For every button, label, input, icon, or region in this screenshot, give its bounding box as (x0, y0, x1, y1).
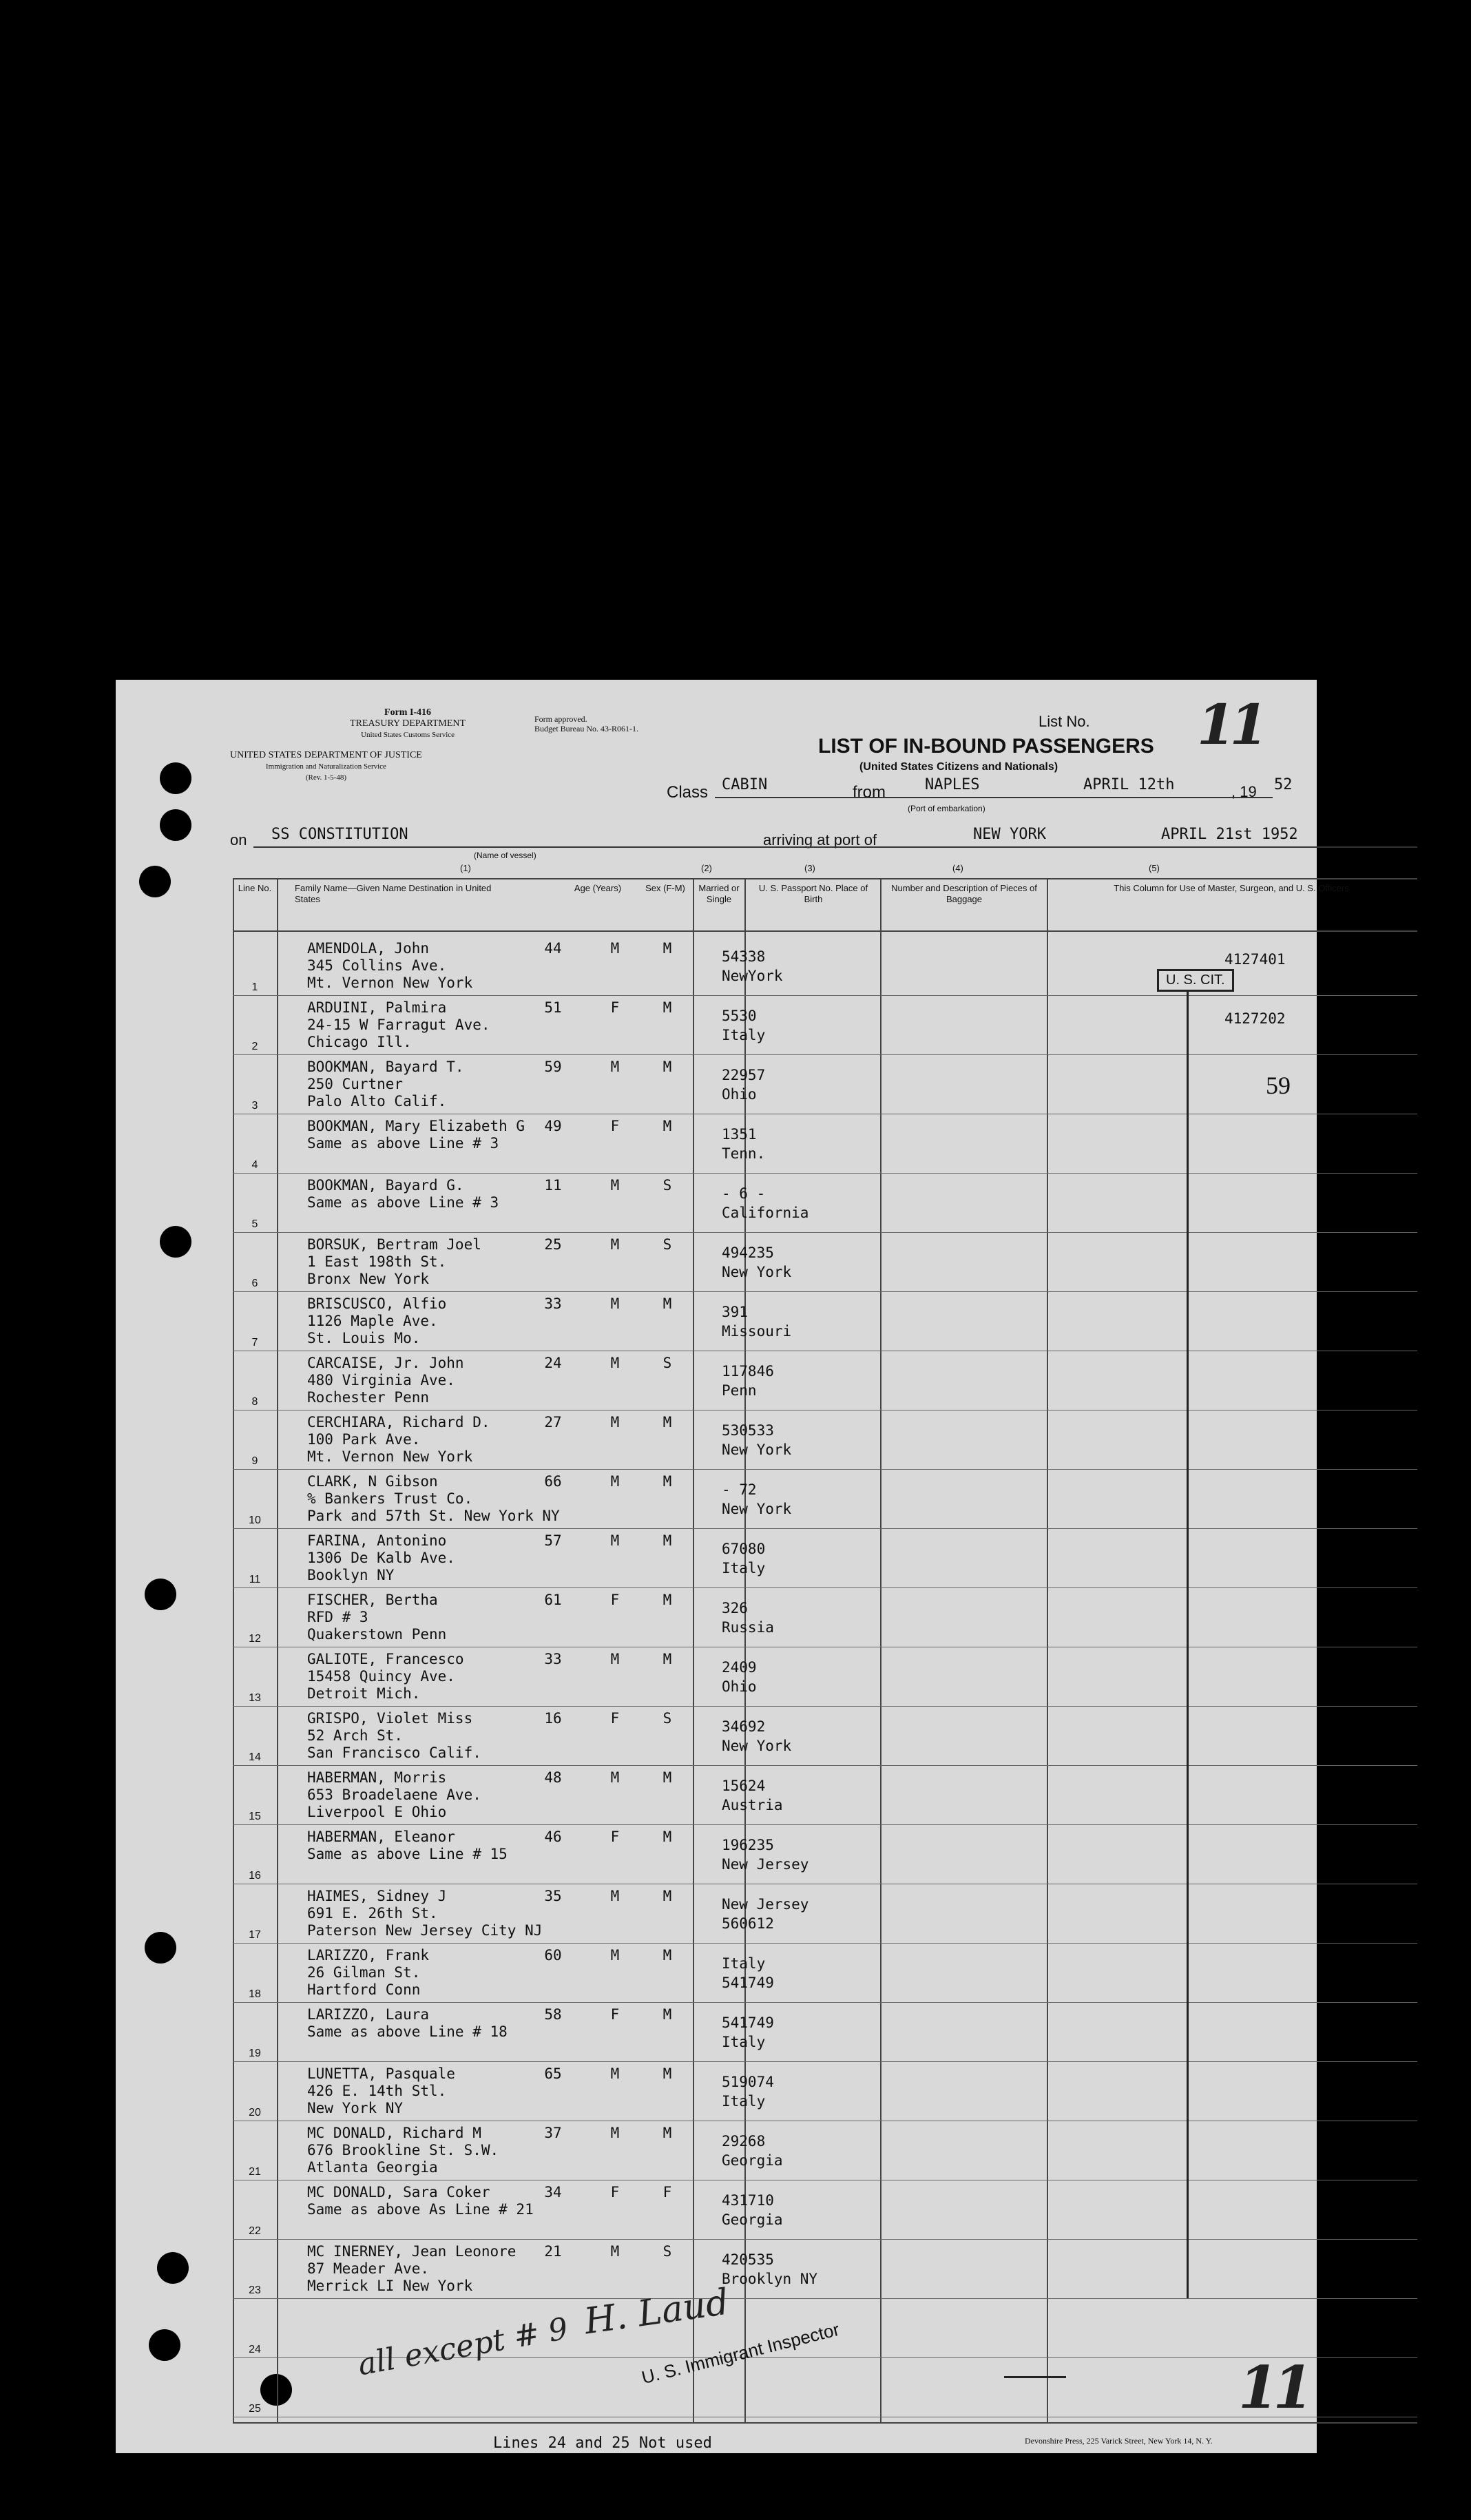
sex: M (610, 1414, 620, 1430)
line-number: 19 (249, 2048, 261, 2059)
sex: M (610, 1295, 620, 1312)
place-of-birth: New York (722, 1264, 792, 1280)
class-label: Class (667, 783, 709, 802)
address-line-2: Atlanta Georgia (307, 2159, 438, 2176)
col-header-sex: Sex (F-M) (645, 883, 685, 893)
place-of-birth: NewYork (722, 968, 783, 984)
passenger-name: BOOKMAN, Bayard G. (307, 1177, 464, 1194)
punch-hole (145, 1579, 176, 1610)
col-header-name: Family Name—Given Name Destination in United States (295, 883, 492, 904)
punch-hole (145, 1932, 176, 1964)
form-header-left (350, 707, 466, 740)
table-top-border (233, 878, 1417, 879)
age: 59 (544, 1059, 562, 1075)
place-of-birth: New Jersey (722, 1856, 809, 1873)
row-divider (233, 2002, 1417, 2003)
passenger-name: CERCHIARA, Richard D. (307, 1414, 490, 1430)
place-of-birth: New York (722, 1501, 792, 1517)
address-line-1: 691 E. 26th St. (307, 1905, 438, 1922)
line-number: 13 (249, 1692, 261, 1704)
marital-status: M (663, 2065, 672, 2082)
marital-status: S (663, 1710, 672, 1727)
pen-mark (1004, 2376, 1066, 2378)
passport-number: 420535 (722, 2251, 774, 2268)
row-divider (233, 1824, 1417, 1825)
passenger-name: GALIOTE, Francesco (307, 1651, 464, 1667)
row-divider (233, 1765, 1417, 1766)
port-value: NEW YORK (973, 826, 1046, 843)
address-line-1: Same as above Line # 3 (307, 1194, 499, 1211)
address-line-2: Mt. Vernon New York (307, 1448, 473, 1465)
passport-number: 29268 (722, 2133, 766, 2149)
marital-status: M (663, 1414, 672, 1430)
row-divider (233, 1232, 1417, 1233)
col-header-baggage: Number and Description of Pieces of Baggage (891, 883, 1037, 904)
row-divider (233, 1054, 1417, 1055)
arrival-date: APRIL 21st 1952 (1161, 826, 1298, 843)
marital-status: S (663, 1236, 672, 1253)
passenger-name: BOOKMAN, Bayard T. (307, 1059, 464, 1075)
col-border (744, 879, 746, 2422)
passenger-name: BOOKMAN, Mary Elizabeth G (307, 1118, 525, 1134)
place-of-birth: California (722, 1205, 809, 1221)
corner-number: 11 (1238, 2353, 1308, 2422)
class-value: CABIN (722, 776, 768, 793)
sex: M (610, 1236, 620, 1253)
passenger-list-sheet (116, 680, 1349, 2453)
passenger-name: GRISPO, Violet Miss (307, 1710, 473, 1727)
passport-number: 530533 (722, 1422, 774, 1439)
passport-number: 494235 (722, 1245, 774, 1261)
place-of-birth: Georgia (722, 2152, 783, 2169)
footer-note: Lines 24 and 25 Not used (493, 2435, 712, 2452)
place-of-birth: 541749 (722, 1975, 774, 1991)
passport-number: 326 (722, 1600, 748, 1616)
row-divider (233, 1528, 1417, 1529)
address-line-2: Booklyn NY (307, 1567, 395, 1583)
sex: M (610, 1059, 620, 1075)
sex: M (610, 1177, 620, 1194)
passport-number: 2409 (722, 1659, 757, 1676)
marital-status: M (663, 1059, 672, 1075)
line-number: 11 (249, 1574, 261, 1585)
passport-number: 5530 (722, 1008, 757, 1024)
address-line-2: Merrick LI New York (307, 2278, 473, 2294)
row-divider (233, 1943, 1417, 1944)
vessel-value: SS CONSTITUTION (271, 826, 408, 843)
passport-number: 431710 (722, 2192, 774, 2209)
place-of-birth: Italy (722, 1560, 766, 1576)
address-line-2: Hartford Conn (307, 1981, 421, 1998)
age: 44 (544, 940, 562, 957)
address-line-2: Detroit Mich. (307, 1685, 421, 1702)
vessel-line (253, 846, 1417, 848)
passenger-name: HABERMAN, Morris (307, 1769, 447, 1786)
passport-number: - 72 (722, 1481, 757, 1498)
age: 48 (544, 1769, 562, 1786)
marital-status: M (663, 1118, 672, 1134)
row-divider (233, 1587, 1417, 1588)
bracket-line (1187, 990, 1189, 2298)
age: 49 (544, 1118, 562, 1134)
age: 34 (544, 2184, 562, 2200)
punch-hole (139, 866, 171, 897)
line-number: 21 (249, 2166, 261, 2178)
sex: F (610, 2184, 620, 2200)
year-prefix: , 19 (1231, 783, 1257, 800)
address-line-1: 24-15 W Farragut Ave. (307, 1017, 490, 1033)
punch-hole (157, 2252, 189, 2284)
form-approved: Form approved. (534, 714, 587, 724)
treasury-dept: TREASURY DEPARTMENT (350, 718, 466, 729)
address-line-1: 676 Brookline St. S.W. (307, 2142, 499, 2158)
us-citizen-stamp: U. S. CIT. (1157, 969, 1234, 992)
address-line-2: Mt. Vernon New York (307, 975, 473, 991)
address-line-2: Palo Alto Calif. (307, 1093, 447, 1110)
age: 25 (544, 1236, 562, 1253)
passenger-name: LARIZZO, Laura (307, 2006, 430, 2023)
address-line-1: 100 Park Ave. (307, 1431, 421, 1448)
address-line-1: 87 Meader Ave. (307, 2260, 430, 2277)
passport-number: 519074 (722, 2074, 774, 2090)
sex: F (610, 1829, 620, 1845)
passport-number: 34692 (722, 1718, 766, 1735)
row-divider (233, 2239, 1417, 2240)
address-line-1: Same as above Line # 3 (307, 1135, 499, 1152)
passenger-name: MC INERNEY, Jean Leonore (307, 2243, 517, 2260)
place-of-birth: Ohio (722, 1678, 757, 1695)
passenger-name: HAIMES, Sidney J (307, 1888, 447, 1904)
line-number: 12 (249, 1633, 261, 1645)
line-number: 5 (251, 1218, 258, 1230)
passenger-name: LUNETTA, Pasquale (307, 2065, 455, 2082)
address-line-1: Same as above Line # 18 (307, 2023, 508, 2040)
passport-number: 67080 (722, 1541, 766, 1557)
officer-note: 4127202 (1224, 1010, 1286, 1027)
age: 65 (544, 2065, 562, 2082)
passenger-name: LARIZZO, Frank (307, 1947, 430, 1964)
line-number: 7 (251, 1337, 258, 1348)
passenger-name: CARCAISE, Jr. John (307, 1355, 464, 1371)
embark-note: (Port of embarkation) (908, 804, 985, 813)
line-number: 2 (251, 1041, 258, 1052)
col-num-5: (5) (1149, 863, 1160, 873)
line-number: 14 (249, 1751, 261, 1763)
passenger-name: BRISCUSCO, Alfio (307, 1295, 447, 1312)
place-of-birth: Austria (722, 1797, 783, 1813)
passenger-name: BORSUK, Bertram Joel (307, 1236, 481, 1253)
line-number: 3 (251, 1100, 258, 1112)
sex: F (610, 1592, 620, 1608)
age: 35 (544, 1888, 562, 1904)
sex: M (610, 1473, 620, 1490)
budget-block (534, 714, 638, 733)
officer-note: 4127401 (1224, 951, 1286, 968)
marital-status: M (663, 1829, 672, 1845)
passport-number: 117846 (722, 1363, 774, 1379)
marital-status: S (663, 2243, 672, 2260)
punch-hole (160, 762, 191, 794)
age: 58 (544, 2006, 562, 2023)
address-line-1: 15458 Quincy Ave. (307, 1668, 455, 1685)
place-of-birth: Georgia (722, 2211, 783, 2228)
address-line-1: 426 E. 14th Stl. (307, 2083, 447, 2099)
marital-status: M (663, 1888, 672, 1904)
row-divider (233, 2061, 1417, 2062)
passenger-name: ARDUINI, Palmira (307, 999, 447, 1016)
form-subtitle: (United States Citizens and Nationals) (859, 761, 1058, 773)
address-line-1: 480 Virginia Ave. (307, 1372, 455, 1388)
passport-number: 196235 (722, 1837, 774, 1853)
sex: M (610, 2243, 620, 2260)
sex: M (610, 1888, 620, 1904)
row-divider (233, 995, 1417, 996)
passenger-name: HABERMAN, Eleanor (307, 1829, 455, 1845)
line-number: 18 (249, 1988, 261, 2000)
marital-status: M (663, 1473, 672, 1490)
address-line-2: Park and 57th St. New York NY (307, 1508, 560, 1524)
place-of-birth: Russia (722, 1619, 774, 1636)
place-of-birth: Missouri (722, 1323, 792, 1340)
place-of-birth: Penn (722, 1382, 757, 1399)
passport-number: 1351 (722, 1126, 757, 1143)
inspector-signature: H. Laud (581, 2281, 731, 2343)
table-bottom-border (233, 2422, 1417, 2424)
address-line-2: San Francisco Calif. (307, 1745, 481, 1761)
sex: M (610, 1651, 620, 1667)
rev-date: (Rev. 1-5-48) (305, 773, 346, 782)
place-of-birth: Italy (722, 1027, 766, 1043)
passport-number: 391 (722, 1304, 748, 1320)
vessel-note: (Name of vessel) (474, 851, 536, 860)
departure-date: APRIL 12th (1083, 776, 1175, 793)
customs-service: United States Customs Service (361, 731, 455, 739)
line-number: 1 (251, 981, 258, 993)
punch-hole (160, 809, 191, 841)
age: 57 (544, 1532, 562, 1549)
col-border (693, 879, 694, 2422)
passport-number: - 6 - (722, 1185, 766, 1202)
sex: F (610, 2006, 620, 2023)
address-line-1: 653 Broadelaene Ave. (307, 1787, 481, 1803)
age: 33 (544, 1295, 562, 1312)
passenger-name: MC DONALD, Sara Coker (307, 2184, 490, 2200)
age: 61 (544, 1592, 562, 1608)
line-number: 17 (249, 1929, 261, 1941)
form-title: LIST OF IN-BOUND PASSENGERS (818, 735, 1154, 758)
place-of-birth: Italy (722, 2093, 766, 2110)
line-number: 24 (249, 2344, 261, 2355)
age: 27 (544, 1414, 562, 1430)
age: 37 (544, 2125, 562, 2141)
on-label: on (230, 831, 247, 848)
place-of-birth: New York (722, 1738, 792, 1754)
passport-number: 22957 (722, 1067, 766, 1083)
age: 11 (544, 1177, 562, 1194)
row-divider (233, 2298, 1417, 2299)
form-number: Form I-416 (384, 707, 432, 718)
address-line-1: 250 Curtner (307, 1076, 404, 1092)
col-num-4: (4) (952, 863, 963, 873)
marital-status: M (663, 2006, 672, 2023)
col-num-2: (2) (701, 863, 712, 873)
place-of-birth: 560612 (722, 1915, 774, 1932)
marital-status: F (663, 2184, 672, 2200)
budget-number: Budget Bureau No. 43-R061-1. (534, 724, 638, 733)
marital-status: M (663, 2125, 672, 2141)
passport-number: 541749 (722, 2014, 774, 2031)
marital-status: M (663, 1947, 672, 1964)
address-line-2: St. Louis Mo. (307, 1330, 421, 1346)
address-line-1: Same as above As Line # 21 (307, 2201, 534, 2218)
class-line (715, 797, 1273, 798)
inspector-stamp: U. S. Immigrant Inspector (639, 2318, 842, 2388)
age: 21 (544, 2243, 562, 2260)
passenger-name: AMENDOLA, John (307, 940, 430, 957)
marital-status: S (663, 1177, 672, 1194)
place-of-birth: Ohio (722, 1086, 757, 1103)
row-divider (233, 1706, 1417, 1707)
address-line-2: Chicago Ill. (307, 1034, 412, 1050)
margin-number: 59 (1266, 1072, 1291, 1099)
address-line-1: 1306 De Kalb Ave. (307, 1550, 455, 1566)
place-of-birth: Italy (722, 2034, 766, 2050)
address-line-1: % Bankers Trust Co. (307, 1490, 473, 1507)
sex: M (610, 1947, 620, 1964)
sex: M (610, 1355, 620, 1371)
marital-status: M (663, 1769, 672, 1786)
address-line-1: 345 Collins Ave. (307, 957, 447, 974)
place-of-birth: Brooklyn NY (722, 2271, 818, 2287)
ins-service: Immigration and Naturalization Service (265, 762, 386, 771)
marital-status: M (663, 1295, 672, 1312)
sex: F (610, 1710, 620, 1727)
marital-status: M (663, 940, 672, 957)
col-header-passport: U. S. Passport No. Place of Birth (758, 883, 868, 904)
age: 60 (544, 1947, 562, 1964)
age: 24 (544, 1355, 562, 1371)
col-header-officers: This Column for Use of Master, Surgeon, and U. S. Officers (1114, 883, 1349, 893)
address-line-1: 1 East 198th St. (307, 1253, 447, 1270)
address-line-2: Liverpool E Ohio (307, 1804, 447, 1820)
address-line-2: Quakerstown Penn (307, 1626, 447, 1643)
address-line-1: 1126 Maple Ave. (307, 1313, 438, 1329)
line-number: 4 (251, 1159, 258, 1171)
row-divider (233, 1291, 1417, 1292)
address-line-2: Bronx New York (307, 1271, 430, 1287)
col-num-3: (3) (804, 863, 815, 873)
header-bottom-border (233, 930, 1417, 932)
list-no-label: List No. (1039, 713, 1090, 730)
col-num-1: (1) (460, 863, 471, 873)
line-number: 16 (249, 1870, 261, 1882)
passenger-name: FISCHER, Bertha (307, 1592, 438, 1608)
line-number: 20 (249, 2107, 261, 2118)
passport-number: New Jersey (722, 1896, 809, 1913)
marital-status: M (663, 1592, 672, 1608)
col-border (1047, 879, 1048, 2422)
line-number: 15 (249, 1811, 261, 1822)
col-border (277, 879, 278, 2422)
age: 33 (544, 1651, 562, 1667)
passport-number: Italy (722, 1955, 766, 1972)
passport-number: 54338 (722, 948, 766, 965)
punch-hole (149, 2329, 180, 2361)
from-label: from (853, 783, 886, 802)
age: 66 (544, 1473, 562, 1490)
address-line-2: Rochester Penn (307, 1389, 430, 1406)
line-number: 23 (249, 2284, 261, 2296)
place-of-birth: Tenn. (722, 1145, 766, 1162)
sex: M (610, 2065, 620, 2082)
passenger-name: CLARK, N Gibson (307, 1473, 438, 1490)
sex: M (610, 940, 620, 957)
line-number: 10 (249, 1514, 261, 1526)
col-header-age: Age (Years) (574, 883, 622, 893)
sex: F (610, 1118, 620, 1134)
col-header-line: Line No. (238, 883, 272, 893)
address-line-2: New York NY (307, 2100, 404, 2116)
justice-dept: UNITED STATES DEPARTMENT OF JUSTICE (230, 750, 422, 760)
age: 51 (544, 999, 562, 1016)
line-number: 9 (251, 1455, 258, 1467)
col-border (880, 879, 881, 2422)
marital-status: M (663, 999, 672, 1016)
printer-imprint: Devonshire Press, 225 Varick Street, New York 14, N. Y. (1025, 2436, 1213, 2446)
address-line-2: Paterson New Jersey City NJ (307, 1922, 543, 1939)
line-number: 25 (249, 2403, 261, 2415)
line-number: 6 (251, 1278, 258, 1289)
year-value: 52 (1274, 776, 1293, 793)
marital-status: S (663, 1355, 672, 1371)
handwritten-note: all except # 9 (355, 2311, 571, 2383)
row-divider (233, 1469, 1417, 1470)
sex: M (610, 1769, 620, 1786)
age: 16 (544, 1710, 562, 1727)
passenger-name: MC DONALD, Richard M (307, 2125, 481, 2141)
passport-number: 15624 (722, 1778, 766, 1794)
marital-status: M (663, 1532, 672, 1549)
address-line-1: 52 Arch St. (307, 1727, 404, 1744)
address-line-1: RFD # 3 (307, 1609, 368, 1625)
from-value: NAPLES (925, 776, 980, 793)
punch-hole (160, 1226, 191, 1258)
address-line-1: Same as above Line # 15 (307, 1846, 508, 1862)
line-number: 22 (249, 2225, 261, 2237)
arriving-label: arriving at port of (763, 831, 877, 848)
place-of-birth: New York (722, 1441, 792, 1458)
line-number: 8 (251, 1396, 258, 1408)
col-header-married: Married or Single (698, 883, 740, 904)
sex: F (610, 999, 620, 1016)
sex: M (610, 2125, 620, 2141)
sex: M (610, 1532, 620, 1549)
age: 46 (544, 1829, 562, 1845)
row-divider (233, 1173, 1417, 1174)
address-line-1: 26 Gilman St. (307, 1964, 421, 1981)
justice-header (230, 750, 422, 783)
list-no-value: 11 (1197, 692, 1263, 757)
passenger-name: FARINA, Antonino (307, 1532, 447, 1549)
marital-status: M (663, 1651, 672, 1667)
